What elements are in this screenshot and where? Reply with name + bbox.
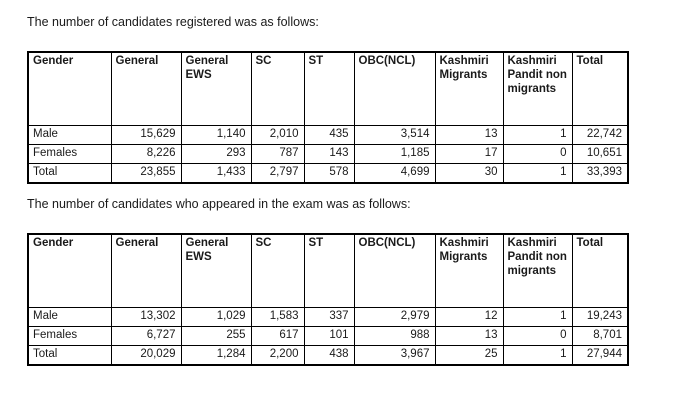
table-cell: 2,979: [354, 308, 435, 327]
col-header-st: ST: [304, 234, 354, 308]
table-cell: 1: [503, 164, 572, 184]
registered-candidates-table: [27, 51, 629, 184]
row-label: Male: [28, 308, 111, 327]
col-header-sc: SC: [251, 52, 304, 126]
table-cell: 33,393: [572, 164, 628, 184]
table-cell: 3,514: [354, 126, 435, 145]
col-header-general-ews: General EWS: [181, 234, 251, 308]
col-header-kashmiri-pandit-non-migrants: Kashmiri Pandit non migrants: [503, 234, 572, 308]
row-label: Total: [28, 164, 111, 184]
table-cell: 988: [354, 327, 435, 346]
header-row: [28, 234, 628, 308]
table-cell: 6,727: [111, 327, 181, 346]
table-cell: 10,651: [572, 145, 628, 164]
col-header-obc-ncl: OBC(NCL): [354, 52, 435, 126]
table-cell: 8,226: [111, 145, 181, 164]
col-header-gender: Gender: [28, 52, 111, 126]
intro-registered-text: The number of candidates registered was as follows:: [27, 15, 319, 29]
table-row-total: [28, 346, 628, 366]
table-cell: 2,010: [251, 126, 304, 145]
table-cell: 19,243: [572, 308, 628, 327]
table-row-females: [28, 327, 628, 346]
table-cell: 787: [251, 145, 304, 164]
col-header-sc: SC: [251, 234, 304, 308]
table-cell: 13,302: [111, 308, 181, 327]
table-cell: 0: [503, 327, 572, 346]
table-cell: 4,699: [354, 164, 435, 184]
table-cell: 101: [304, 327, 354, 346]
table-cell: 438: [304, 346, 354, 366]
table-cell: 1,185: [354, 145, 435, 164]
table-cell: 1,583: [251, 308, 304, 327]
table-cell: 1,029: [181, 308, 251, 327]
table-cell: 1: [503, 308, 572, 327]
row-label: Females: [28, 145, 111, 164]
appeared-candidates-table: [27, 233, 629, 366]
table-cell: 13: [435, 126, 503, 145]
table-cell: 30: [435, 164, 503, 184]
table-cell: 578: [304, 164, 354, 184]
col-header-kashmiri-pandit-non-migrants: Kashmiri Pandit non migrants: [503, 52, 572, 126]
row-label: Females: [28, 327, 111, 346]
table-cell: 617: [251, 327, 304, 346]
col-header-kashmiri-migrants: Kashmiri Migrants: [435, 234, 503, 308]
table-row-male: [28, 308, 628, 327]
table-cell: 1,284: [181, 346, 251, 366]
table-cell: 8,701: [572, 327, 628, 346]
table-cell: 20,029: [111, 346, 181, 366]
table-cell: 255: [181, 327, 251, 346]
table-cell: 143: [304, 145, 354, 164]
table-cell: 1: [503, 346, 572, 366]
col-header-general: General: [111, 234, 181, 308]
table-cell: 17: [435, 145, 503, 164]
col-header-gender: Gender: [28, 234, 111, 308]
table-row-females: [28, 145, 628, 164]
table-row-male: [28, 126, 628, 145]
col-header-total: Total: [572, 234, 628, 308]
table-cell: 12: [435, 308, 503, 327]
table-cell: 2,797: [251, 164, 304, 184]
table-cell: 0: [503, 145, 572, 164]
table-cell: 27,944: [572, 346, 628, 366]
table-cell: 337: [304, 308, 354, 327]
table-cell: 1,140: [181, 126, 251, 145]
table-cell: 15,629: [111, 126, 181, 145]
table-cell: 2,200: [251, 346, 304, 366]
table-cell: 25: [435, 346, 503, 366]
col-header-total: Total: [572, 52, 628, 126]
table-cell: 1: [503, 126, 572, 145]
table-cell: 13: [435, 327, 503, 346]
table-cell: 22,742: [572, 126, 628, 145]
table-cell: 1,433: [181, 164, 251, 184]
col-header-st: ST: [304, 52, 354, 126]
table-cell: 3,967: [354, 346, 435, 366]
intro-appeared-text: The number of candidates who appeared in the exam was as follows:: [27, 197, 411, 211]
table-cell: 293: [181, 145, 251, 164]
col-header-kashmiri-migrants: Kashmiri Migrants: [435, 52, 503, 126]
table-row-total: [28, 164, 628, 184]
header-row: [28, 52, 628, 126]
table-cell: 23,855: [111, 164, 181, 184]
row-label: Total: [28, 346, 111, 366]
row-label: Male: [28, 126, 111, 145]
col-header-general: General: [111, 52, 181, 126]
col-header-obc-ncl: OBC(NCL): [354, 234, 435, 308]
table-cell: 435: [304, 126, 354, 145]
col-header-general-ews: General EWS: [181, 52, 251, 126]
